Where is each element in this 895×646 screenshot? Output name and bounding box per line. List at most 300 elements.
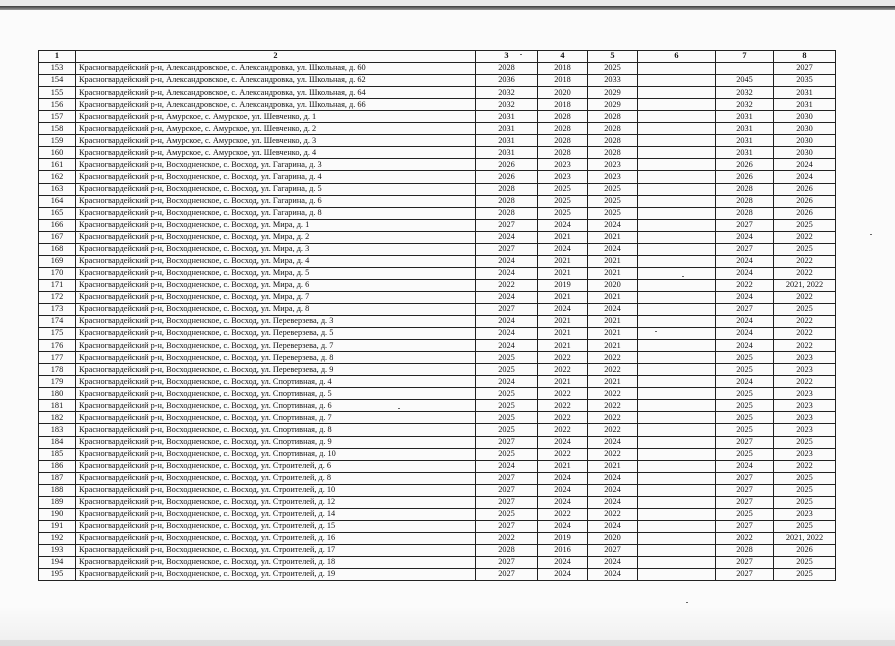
address-cell: Красногвардейский р-н, Александровское, с. Александровка, ул. Школьная, д. 66 xyxy=(76,99,476,111)
address-cell: Красногвардейский р-н, Александровское, с. Александровка, ул. Школьная, д. 64 xyxy=(76,87,476,99)
year-cell: 2024 xyxy=(588,556,638,568)
column-header-3: 3 xyxy=(476,51,538,63)
table-row xyxy=(39,496,836,508)
year-cell: 2021 xyxy=(588,255,638,267)
year-cell: 2024 xyxy=(716,328,774,340)
year-cell: 2024 xyxy=(538,219,588,231)
row-number-cell: 176 xyxy=(39,340,76,352)
year-cell: 2024 xyxy=(716,267,774,279)
year-cell: 2022 xyxy=(774,291,836,303)
year-cell: 2028 xyxy=(588,123,638,135)
year-cell xyxy=(638,508,716,520)
address-cell: Красногвардейский р-н, Восходненское, с. Восход, ул. Переверзева, д. 9 xyxy=(76,364,476,376)
year-cell: 2028 xyxy=(476,207,538,219)
year-cell: 2028 xyxy=(588,147,638,159)
year-cell: 2022 xyxy=(588,364,638,376)
year-cell: 2031 xyxy=(476,135,538,147)
year-cell: 2028 xyxy=(538,147,588,159)
table-row xyxy=(39,376,836,388)
year-cell: 2025 xyxy=(476,412,538,424)
year-cell: 2024 xyxy=(716,460,774,472)
year-cell: 2027 xyxy=(476,484,538,496)
year-cell: 2024 xyxy=(716,376,774,388)
year-cell: 2019 xyxy=(538,279,588,291)
address-cell: Красногвардейский р-н, Восходненское, с. Восход, ул. Спортивная, д. 7 xyxy=(76,412,476,424)
year-cell: 2022 xyxy=(538,412,588,424)
year-cell: 2021, 2022 xyxy=(774,532,836,544)
year-cell: 2024 xyxy=(716,255,774,267)
year-cell: 2021 xyxy=(588,267,638,279)
row-number-cell: 184 xyxy=(39,436,76,448)
address-cell: Красногвардейский р-н, Восходненское, с. Восход, ул. Спортивная, д. 4 xyxy=(76,376,476,388)
year-cell: 2023 xyxy=(774,448,836,460)
year-cell: 2022 xyxy=(774,340,836,352)
year-cell xyxy=(638,255,716,267)
year-cell: 2023 xyxy=(538,159,588,171)
year-cell: 2025 xyxy=(774,243,836,255)
table-row xyxy=(39,267,836,279)
year-cell: 2024 xyxy=(476,316,538,328)
table-row xyxy=(39,436,836,448)
year-cell xyxy=(638,460,716,472)
year-cell: 2021 xyxy=(588,291,638,303)
address-cell: Красногвардейский р-н, Восходненское, с. Восход, ул. Строителей, д. 10 xyxy=(76,484,476,496)
year-cell xyxy=(638,267,716,279)
address-cell: Красногвардейский р-н, Восходненское, с. Восход, ул. Строителей, д. 12 xyxy=(76,496,476,508)
year-cell: 2025 xyxy=(476,424,538,436)
year-cell: 2027 xyxy=(716,569,774,581)
scanned-page xyxy=(0,6,895,640)
year-cell xyxy=(638,183,716,195)
year-cell: 2022 xyxy=(538,388,588,400)
year-cell: 2021 xyxy=(538,231,588,243)
table-row xyxy=(39,135,836,147)
year-cell: 2023 xyxy=(774,364,836,376)
row-number-cell: 160 xyxy=(39,147,76,159)
row-number-cell: 191 xyxy=(39,520,76,532)
year-cell: 2024 xyxy=(476,460,538,472)
row-number-cell: 162 xyxy=(39,171,76,183)
table-row xyxy=(39,279,836,291)
row-number-cell: 182 xyxy=(39,412,76,424)
row-number-cell: 187 xyxy=(39,472,76,484)
address-cell: Красногвардейский р-н, Восходненское, с. Восход, ул. Гагарина, д. 5 xyxy=(76,183,476,195)
year-cell: 2027 xyxy=(476,436,538,448)
year-cell: 2027 xyxy=(716,556,774,568)
table-row xyxy=(39,195,836,207)
table-row xyxy=(39,388,836,400)
year-cell: 2031 xyxy=(476,123,538,135)
year-cell: 2027 xyxy=(716,219,774,231)
year-cell: 2023 xyxy=(774,352,836,364)
year-cell: 2025 xyxy=(476,388,538,400)
year-cell: 2025 xyxy=(716,400,774,412)
year-cell: 2030 xyxy=(774,111,836,123)
row-number-cell: 183 xyxy=(39,424,76,436)
year-cell: 2025 xyxy=(774,556,836,568)
year-cell: 2032 xyxy=(476,99,538,111)
year-cell: 2032 xyxy=(716,87,774,99)
year-cell: 2022 xyxy=(716,279,774,291)
year-cell: 2024 xyxy=(538,520,588,532)
address-cell: Красногвардейский р-н, Восходненское, с. Восход, ул. Спортивная, д. 5 xyxy=(76,388,476,400)
address-cell: Красногвардейский р-н, Восходненское, с. Восход, ул. Мира, д. 6 xyxy=(76,279,476,291)
year-cell xyxy=(638,412,716,424)
year-cell: 2024 xyxy=(538,556,588,568)
column-header-8: 8 xyxy=(774,51,836,63)
table-row xyxy=(39,424,836,436)
year-cell xyxy=(638,352,716,364)
row-number-cell: 174 xyxy=(39,316,76,328)
year-cell: 2036 xyxy=(476,75,538,87)
table-row xyxy=(39,352,836,364)
year-cell: 2028 xyxy=(716,544,774,556)
year-cell xyxy=(716,63,774,75)
table-row xyxy=(39,412,836,424)
year-cell xyxy=(638,448,716,460)
address-cell: Красногвардейский р-н, Восходненское, с. Восход, ул. Строителей, д. 15 xyxy=(76,520,476,532)
year-cell: 2027 xyxy=(716,472,774,484)
year-cell: 2030 xyxy=(774,135,836,147)
table-row xyxy=(39,569,836,581)
year-cell: 2025 xyxy=(716,412,774,424)
row-number-cell: 163 xyxy=(39,183,76,195)
year-cell: 2022 xyxy=(774,328,836,340)
year-cell: 2023 xyxy=(774,508,836,520)
row-number-cell: 153 xyxy=(39,63,76,75)
year-cell: 2024 xyxy=(476,231,538,243)
year-cell xyxy=(638,376,716,388)
row-number-cell: 188 xyxy=(39,484,76,496)
table-row xyxy=(39,63,836,75)
year-cell xyxy=(638,400,716,412)
year-cell xyxy=(638,123,716,135)
year-cell: 2025 xyxy=(476,364,538,376)
table-body xyxy=(39,51,836,581)
year-cell xyxy=(638,135,716,147)
address-cell: Красногвардейский р-н, Восходненское, с. Восход, ул. Строителей, д. 19 xyxy=(76,569,476,581)
year-cell: 2022 xyxy=(588,412,638,424)
year-cell: 2028 xyxy=(476,544,538,556)
year-cell: 2021 xyxy=(588,316,638,328)
year-cell: 2023 xyxy=(538,171,588,183)
row-number-cell: 158 xyxy=(39,123,76,135)
year-cell: 2022 xyxy=(774,231,836,243)
year-cell xyxy=(638,195,716,207)
year-cell: 2021 xyxy=(538,316,588,328)
year-cell: 2018 xyxy=(538,63,588,75)
address-cell: Красногвардейский р-н, Восходненское, с. Восход, ул. Мира, д. 7 xyxy=(76,291,476,303)
scan-speck xyxy=(520,54,522,55)
year-cell: 2022 xyxy=(774,316,836,328)
year-cell: 2024 xyxy=(538,436,588,448)
year-cell: 2024 xyxy=(716,231,774,243)
year-cell: 2022 xyxy=(538,400,588,412)
year-cell: 2031 xyxy=(716,123,774,135)
year-cell: 2022 xyxy=(774,255,836,267)
year-cell: 2027 xyxy=(716,484,774,496)
row-number-cell: 165 xyxy=(39,207,76,219)
year-cell: 2021, 2022 xyxy=(774,279,836,291)
table-row xyxy=(39,556,836,568)
year-cell xyxy=(638,111,716,123)
address-cell: Красногвардейский р-н, Амурское, с. Амурское, ул. Шевченко, д. 4 xyxy=(76,147,476,159)
year-cell: 2018 xyxy=(538,99,588,111)
year-cell xyxy=(638,496,716,508)
year-cell: 2024 xyxy=(716,316,774,328)
table-row xyxy=(39,171,836,183)
year-cell xyxy=(638,328,716,340)
year-cell: 2028 xyxy=(476,63,538,75)
year-cell: 2021 xyxy=(538,291,588,303)
year-cell: 2027 xyxy=(476,520,538,532)
year-cell: 2027 xyxy=(774,63,836,75)
year-cell: 2024 xyxy=(476,328,538,340)
table-row xyxy=(39,123,836,135)
row-number-cell: 177 xyxy=(39,352,76,364)
year-cell: 2022 xyxy=(588,352,638,364)
column-header-4: 4 xyxy=(538,51,588,63)
year-cell: 2025 xyxy=(476,400,538,412)
year-cell: 2021 xyxy=(538,255,588,267)
year-cell: 2024 xyxy=(588,219,638,231)
address-cell: Красногвардейский р-н, Восходненское, с. Восход, ул. Строителей, д. 14 xyxy=(76,508,476,520)
year-cell xyxy=(638,303,716,315)
year-cell: 2025 xyxy=(774,484,836,496)
table-row xyxy=(39,255,836,267)
table-row xyxy=(39,328,836,340)
year-cell: 2022 xyxy=(538,424,588,436)
year-cell: 2027 xyxy=(476,243,538,255)
row-number-cell: 179 xyxy=(39,376,76,388)
year-cell: 2025 xyxy=(476,448,538,460)
table-row xyxy=(39,99,836,111)
year-cell: 2033 xyxy=(588,75,638,87)
address-cell: Красногвардейский р-н, Восходненское, с. Восход, ул. Гагарина, д. 4 xyxy=(76,171,476,183)
scan-top-edge xyxy=(0,6,895,10)
column-header-6: 6 xyxy=(638,51,716,63)
year-cell: 2025 xyxy=(588,195,638,207)
row-number-cell: 189 xyxy=(39,496,76,508)
table-row xyxy=(39,219,836,231)
year-cell: 2021 xyxy=(588,376,638,388)
column-header-5: 5 xyxy=(588,51,638,63)
year-cell xyxy=(638,171,716,183)
table-row xyxy=(39,316,836,328)
year-cell xyxy=(638,279,716,291)
scan-bottom-shadow xyxy=(0,606,895,646)
year-cell: 2031 xyxy=(476,111,538,123)
address-cell: Красногвардейский р-н, Восходненское, с. Восход, ул. Мира, д. 8 xyxy=(76,303,476,315)
address-cell: Красногвардейский р-н, Восходненское, с. Восход, ул. Переверзева, д. 3 xyxy=(76,316,476,328)
year-cell: 2023 xyxy=(588,159,638,171)
year-cell: 2022 xyxy=(538,448,588,460)
row-number-cell: 172 xyxy=(39,291,76,303)
row-number-cell: 161 xyxy=(39,159,76,171)
year-cell xyxy=(638,544,716,556)
address-cell: Красногвардейский р-н, Восходненское, с. Восход, ул. Мира, д. 3 xyxy=(76,243,476,255)
year-cell xyxy=(638,207,716,219)
year-cell: 2027 xyxy=(476,496,538,508)
year-cell xyxy=(638,75,716,87)
year-cell: 2024 xyxy=(476,255,538,267)
address-cell: Красногвардейский р-н, Восходненское, с. Восход, ул. Строителей, д. 8 xyxy=(76,472,476,484)
row-number-cell: 157 xyxy=(39,111,76,123)
year-cell: 2025 xyxy=(716,508,774,520)
column-header-2: 2 xyxy=(76,51,476,63)
year-cell xyxy=(638,472,716,484)
table-row xyxy=(39,340,836,352)
year-cell xyxy=(638,291,716,303)
year-cell: 2031 xyxy=(476,147,538,159)
row-number-cell: 193 xyxy=(39,544,76,556)
year-cell: 2024 xyxy=(588,436,638,448)
year-cell: 2025 xyxy=(774,472,836,484)
year-cell: 2026 xyxy=(476,159,538,171)
address-cell: Красногвардейский р-н, Восходненское, с. Восход, ул. Переверзева, д. 7 xyxy=(76,340,476,352)
table-row xyxy=(39,520,836,532)
year-cell: 2024 xyxy=(538,484,588,496)
year-cell: 2021 xyxy=(538,376,588,388)
year-cell: 2023 xyxy=(774,412,836,424)
row-number-cell: 195 xyxy=(39,569,76,581)
year-cell: 2027 xyxy=(716,520,774,532)
table-row xyxy=(39,231,836,243)
row-number-cell: 178 xyxy=(39,364,76,376)
table-row xyxy=(39,508,836,520)
table-row xyxy=(39,484,836,496)
row-number-cell: 155 xyxy=(39,87,76,99)
row-number-cell: 167 xyxy=(39,231,76,243)
address-cell: Красногвардейский р-н, Амурское, с. Амурское, ул. Шевченко, д. 1 xyxy=(76,111,476,123)
year-cell xyxy=(638,219,716,231)
year-cell: 2024 xyxy=(588,484,638,496)
year-cell: 2024 xyxy=(716,340,774,352)
year-cell: 2024 xyxy=(538,243,588,255)
table-row xyxy=(39,303,836,315)
row-number-cell: 156 xyxy=(39,99,76,111)
year-cell xyxy=(638,243,716,255)
year-cell: 2022 xyxy=(588,424,638,436)
year-cell: 2026 xyxy=(774,183,836,195)
address-cell: Красногвардейский р-н, Восходненское, с. Восход, ул. Гагарина, д. 8 xyxy=(76,207,476,219)
row-number-cell: 154 xyxy=(39,75,76,87)
year-cell: 2022 xyxy=(774,267,836,279)
year-cell: 2022 xyxy=(538,352,588,364)
year-cell: 2025 xyxy=(774,436,836,448)
table-row xyxy=(39,159,836,171)
year-cell: 2025 xyxy=(716,448,774,460)
address-cell: Красногвардейский р-н, Восходненское, с. Восход, ул. Спортивная, д. 6 xyxy=(76,400,476,412)
year-cell: 2024 xyxy=(774,171,836,183)
address-cell: Красногвардейский р-н, Восходненское, с. Восход, ул. Переверзева, д. 5 xyxy=(76,328,476,340)
year-cell: 2031 xyxy=(716,147,774,159)
year-cell: 2028 xyxy=(716,195,774,207)
year-cell: 2022 xyxy=(774,460,836,472)
year-cell: 2027 xyxy=(716,303,774,315)
year-cell: 2022 xyxy=(538,508,588,520)
year-cell: 2045 xyxy=(716,75,774,87)
year-cell: 2025 xyxy=(774,219,836,231)
year-cell: 2027 xyxy=(476,219,538,231)
year-cell: 2031 xyxy=(774,87,836,99)
year-cell: 2026 xyxy=(774,544,836,556)
scan-speck xyxy=(686,602,688,603)
year-cell xyxy=(638,388,716,400)
year-cell: 2035 xyxy=(774,75,836,87)
year-cell: 2020 xyxy=(538,87,588,99)
row-number-cell: 171 xyxy=(39,279,76,291)
column-header-1: 1 xyxy=(39,51,76,63)
year-cell: 2028 xyxy=(538,123,588,135)
year-cell: 2022 xyxy=(588,400,638,412)
year-cell: 2024 xyxy=(476,340,538,352)
year-cell: 2026 xyxy=(716,171,774,183)
address-cell: Красногвардейский р-н, Амурское, с. Амурское, ул. Шевченко, д. 3 xyxy=(76,135,476,147)
column-number-header-row xyxy=(39,51,836,63)
year-cell: 2026 xyxy=(476,171,538,183)
year-cell: 2024 xyxy=(538,472,588,484)
table-row xyxy=(39,364,836,376)
row-number-cell: 170 xyxy=(39,267,76,279)
address-cell: Красногвардейский р-н, Восходненское, с. Восход, ул. Мира, д. 5 xyxy=(76,267,476,279)
year-cell: 2028 xyxy=(588,135,638,147)
year-cell: 2022 xyxy=(588,508,638,520)
row-number-cell: 185 xyxy=(39,448,76,460)
year-cell: 2027 xyxy=(476,472,538,484)
year-cell: 2028 xyxy=(476,195,538,207)
column-header-7: 7 xyxy=(716,51,774,63)
row-number-cell: 159 xyxy=(39,135,76,147)
address-cell: Красногвардейский р-н, Восходненское, с. Восход, ул. Мира, д. 1 xyxy=(76,219,476,231)
address-cell: Красногвардейский р-н, Амурское, с. Амурское, ул. Шевченко, д. 2 xyxy=(76,123,476,135)
year-cell: 2021 xyxy=(538,340,588,352)
address-cell: Красногвардейский р-н, Восходненское, с. Восход, ул. Спортивная, д. 8 xyxy=(76,424,476,436)
year-cell: 2021 xyxy=(588,328,638,340)
year-cell xyxy=(638,231,716,243)
year-cell: 2025 xyxy=(538,183,588,195)
year-cell: 2024 xyxy=(588,520,638,532)
row-number-cell: 168 xyxy=(39,243,76,255)
year-cell: 2021 xyxy=(588,340,638,352)
year-cell: 2028 xyxy=(476,183,538,195)
year-cell: 2026 xyxy=(716,159,774,171)
year-cell: 2027 xyxy=(476,556,538,568)
row-number-cell: 166 xyxy=(39,219,76,231)
year-cell: 2025 xyxy=(588,183,638,195)
year-cell: 2023 xyxy=(774,400,836,412)
year-cell: 2032 xyxy=(716,99,774,111)
year-cell: 2024 xyxy=(588,243,638,255)
year-cell: 2021 xyxy=(538,460,588,472)
year-cell xyxy=(638,520,716,532)
table-row xyxy=(39,147,836,159)
year-cell: 2022 xyxy=(476,532,538,544)
year-cell: 2020 xyxy=(588,532,638,544)
table-row xyxy=(39,291,836,303)
year-cell: 2030 xyxy=(774,147,836,159)
year-cell xyxy=(638,532,716,544)
year-cell: 2025 xyxy=(588,63,638,75)
year-cell xyxy=(638,424,716,436)
row-number-cell: 180 xyxy=(39,388,76,400)
year-cell: 2022 xyxy=(588,388,638,400)
year-cell xyxy=(638,87,716,99)
address-cell: Красногвардейский р-н, Восходненское, с. Восход, ул. Строителей, д. 6 xyxy=(76,460,476,472)
year-cell: 2028 xyxy=(538,111,588,123)
year-cell: 2022 xyxy=(588,448,638,460)
table-row xyxy=(39,532,836,544)
